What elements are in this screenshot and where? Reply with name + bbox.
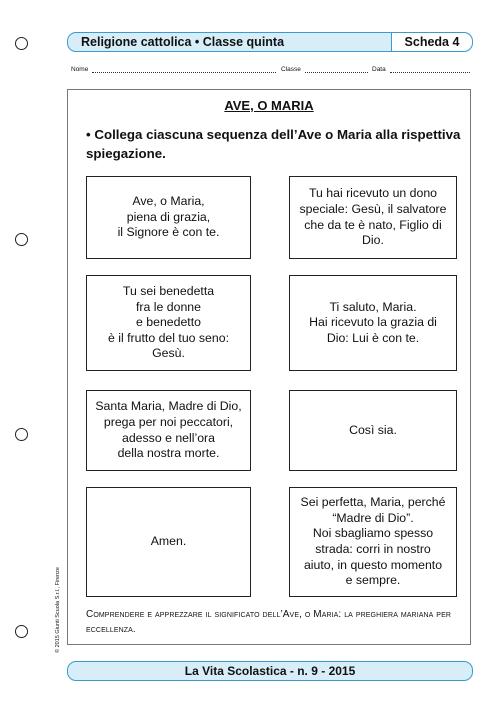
name-label: Nome (71, 66, 89, 73)
footer-bar (67, 661, 473, 681)
name-field[interactable] (92, 72, 276, 73)
worksheet-number: Scheda 4 (391, 33, 472, 51)
class-label: Classe (281, 66, 301, 73)
class-field[interactable] (305, 72, 368, 73)
binder-hole-lower (15, 428, 28, 441)
header-bar (67, 32, 473, 52)
prayer-card-3[interactable]: Santa Maria, Madre di Dio, prega per noi peccatori, adesso e nell’ora della nostra morte. (86, 390, 251, 471)
prayer-card-1[interactable]: Ave, o Maria, piena di grazia, il Signore è con te. (86, 176, 251, 259)
explanation-card-2[interactable]: Ti saluto, Maria. Hai ricevuto la grazia di Dio: Lui è con te. (289, 275, 457, 371)
worksheet-title: AVE, O MARIA (224, 98, 314, 113)
explanation-card-4[interactable]: Sei perfetta, Maria, perché “Madre di Dio”. Noi sbagliamo spesso strada: corri in nostro aiuto, in questo momento e sempre. (289, 487, 457, 597)
date-label: Data (372, 66, 386, 73)
prayer-card-4[interactable]: Amen. (86, 487, 251, 597)
explanation-card-1[interactable]: Tu hai ricevuto un dono speciale: Gesù, il salvatore che da te è nato, Figlio di Dio. (289, 176, 457, 259)
learning-objective: Comprendere e apprezzare il significato dell’Ave, o Maria: la preghiera mariana per eccellenza. (86, 609, 452, 635)
binder-hole-bottom (15, 625, 28, 638)
instruction-text: • Collega ciascuna sequenza dell’Ave o Maria alla rispettiva spiegazione. (86, 127, 461, 161)
copyright-notice: © 2015 Giunti Scuola S.r.l., Firenze (55, 567, 61, 653)
footer-text: La Vita Scolastica - n. 9 - 2015 (184, 664, 356, 678)
date-field[interactable] (390, 72, 470, 73)
header-title: Religione cattolica • Classe quinta (81, 35, 285, 49)
explanation-card-3[interactable]: Così sia. (289, 390, 457, 471)
binder-hole-top (15, 37, 28, 50)
prayer-card-2[interactable]: Tu sei benedetta fra le donne e benedetto è il frutto del tuo seno: Gesù. (86, 275, 251, 371)
binder-hole-upper (15, 233, 28, 246)
